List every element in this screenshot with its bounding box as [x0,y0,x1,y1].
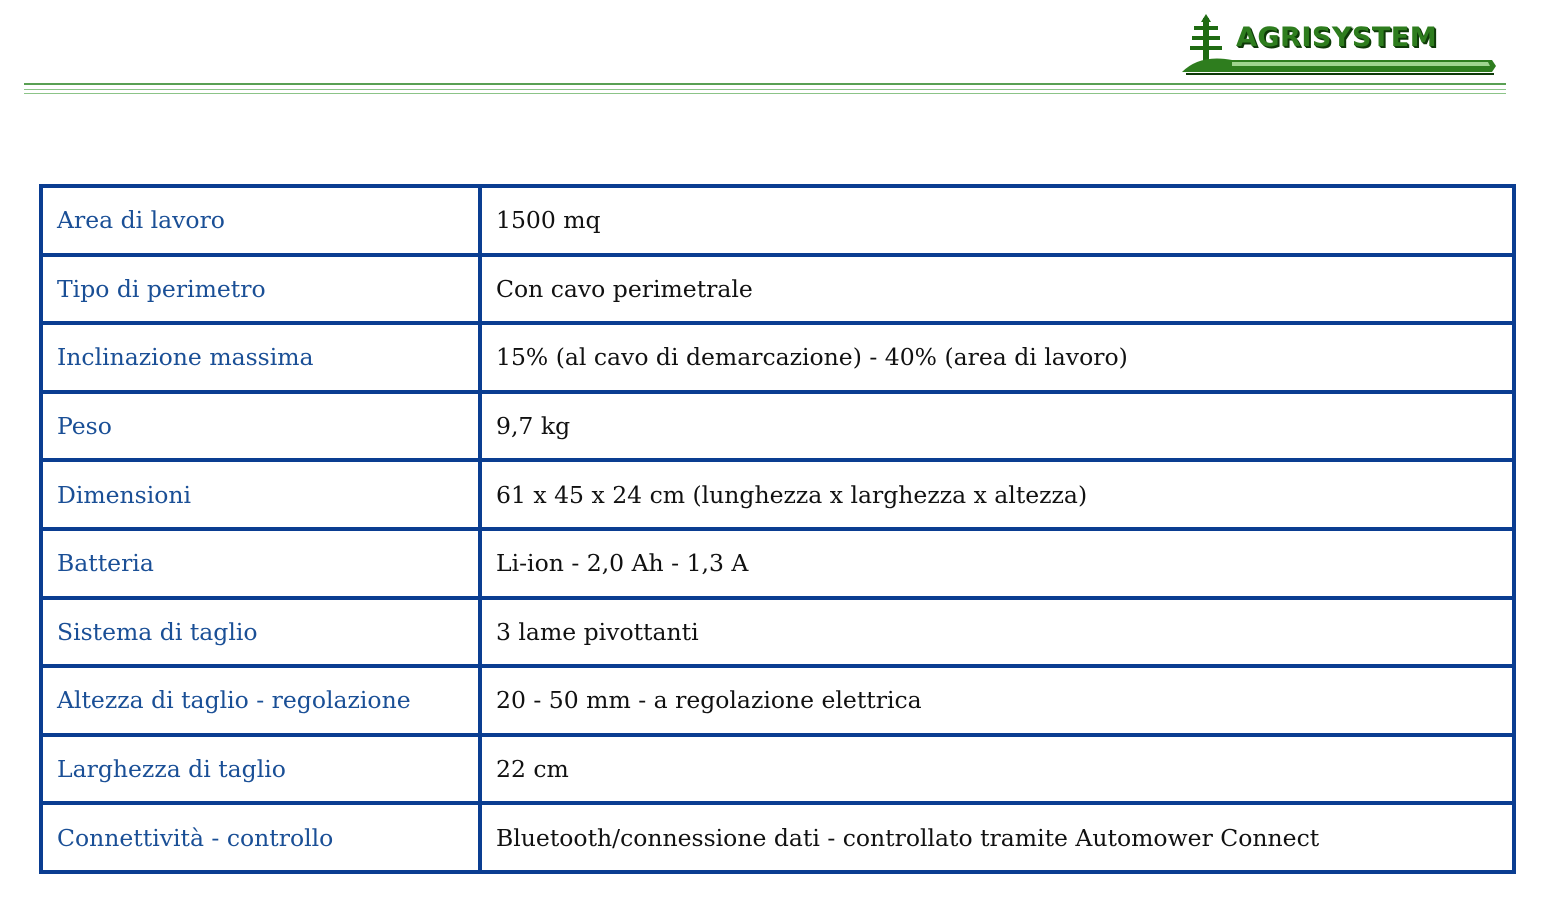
header-rule [24,93,1506,94]
spec-value: Con cavo perimetrale [482,257,1512,326]
table-row [43,462,1512,531]
table-row [43,805,1512,870]
spec-label: Dimensioni [43,462,482,531]
table-row [43,531,1512,600]
spec-label: Inclinazione massima [43,325,482,394]
spec-label: Peso [43,394,482,463]
spec-value: 9,7 kg [482,394,1512,463]
table-row [43,257,1512,326]
spec-value: 20 - 50 mm - a regolazione elettrica [482,668,1512,737]
spec-label: Connettività - controllo [43,805,482,870]
spec-value: 22 cm [482,737,1512,806]
spec-label: Batteria [43,531,482,600]
table-row [43,737,1512,806]
spec-value: 15% (al cavo di demarcazione) - 40% (area di lavoro) [482,325,1512,394]
spec-value: 61 x 45 x 24 cm (lunghezza x larghezza x altezza) [482,462,1512,531]
logo-wordmark: AGRISYSTEM [1236,22,1438,53]
table-row [43,668,1512,737]
table-row [43,600,1512,669]
table-row [43,394,1512,463]
spec-label: Area di lavoro [43,188,482,257]
table-row [43,325,1512,394]
spec-label: Altezza di taglio - regolazione [43,668,482,737]
spec-value: Li-ion - 2,0 Ah - 1,3 A [482,531,1512,600]
spec-value: 1500 mq [482,188,1512,257]
spec-table [39,184,1516,874]
spec-label: Tipo di perimetro [43,257,482,326]
header-rule [24,89,1506,90]
table-row [43,188,1512,257]
spec-label: Larghezza di taglio [43,737,482,806]
spec-label: Sistema di taglio [43,600,482,669]
agrisystem-logo [1180,12,1498,78]
header-rule [24,83,1506,85]
spec-value: Bluetooth/connessione dati - controllato tramite Automower Connect [496,823,1320,852]
spec-value: 3 lame pivottanti [482,600,1512,669]
